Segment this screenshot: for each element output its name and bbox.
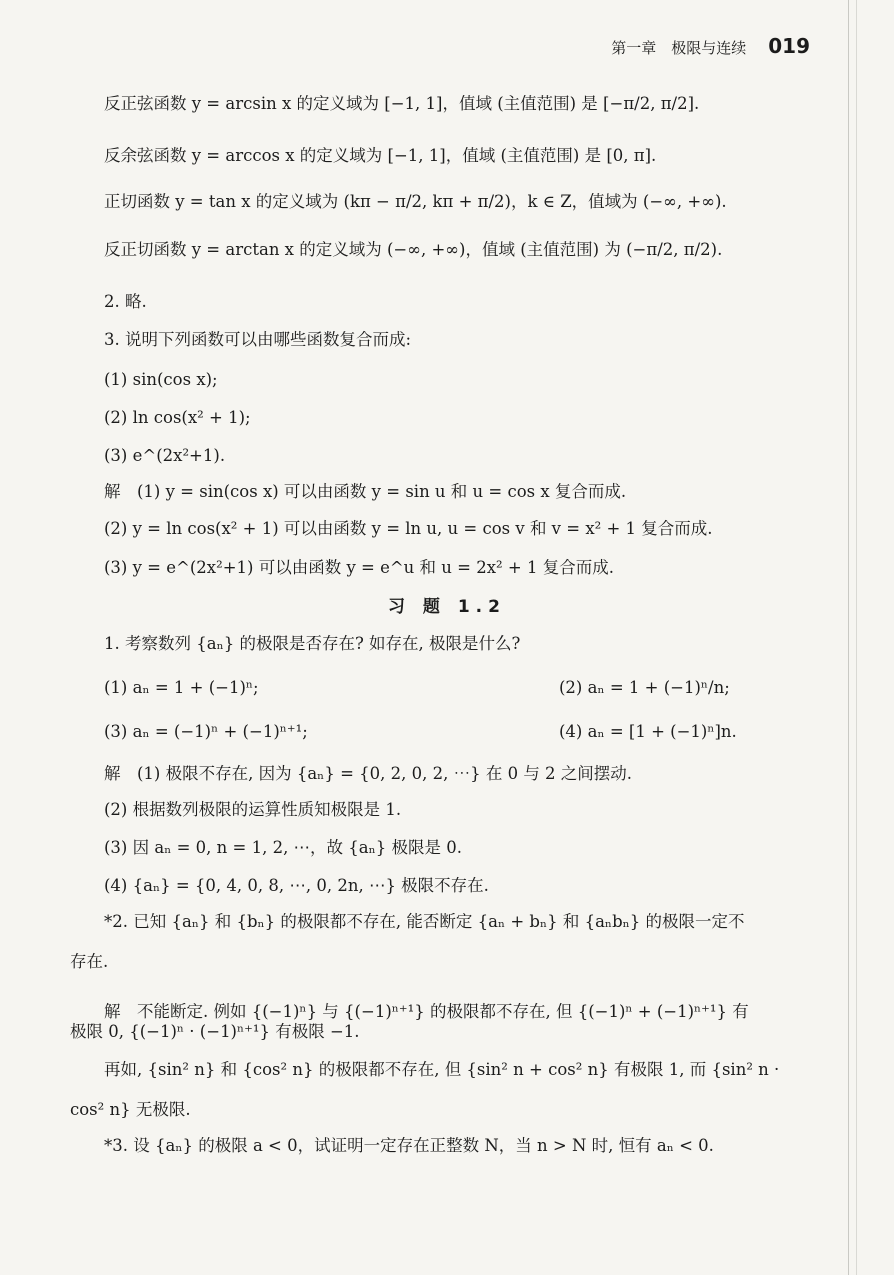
text-line-arcsin: 反正弦函数 y = arcsin x 的定义域为 [−1, 1]，值域 (主值范围) 是 [−π/2, π/2]. (104, 94, 700, 113)
text-line-ex2-sol2: 再如, {sin² n} 和 {cos² n} 的极限都不存在, 但 {sin² n + cos² n} 有极限 1, 而 {sin² n · (104, 1060, 780, 1079)
ex1-part-3: (3) aₙ = (−1)ⁿ + (−1)ⁿ⁺¹; (104, 722, 308, 741)
text-line-ex1-sol3: (3) 因 aₙ = 0, n = 1, 2, ⋯，故 {aₙ} 极限是 0. (104, 838, 463, 857)
text-line-ex1: 1. 考察数列 {aₙ} 的极限是否存在? 如存在, 极限是什么? (104, 634, 521, 653)
ex1-part-1: (1) aₙ = 1 + (−1)ⁿ; (104, 678, 259, 697)
text-line-solution-2: (2) y = ln cos(x² + 1) 可以由函数 y = ln u, u = cos v 和 v = x² + 1 复合而成. (104, 519, 713, 538)
text-line-ex1-sol4: (4) {aₙ} = {0, 4, 0, 8, ⋯, 0, 2n, ⋯} 极限不存在. (104, 876, 489, 895)
text-line-solution-1: 解 (1) y = sin(cos x) 可以由函数 y = sin u 和 u = cos x 复合而成. (104, 482, 627, 501)
ex1-part-2: (2) aₙ = 1 + (−1)ⁿ/n; (559, 678, 730, 697)
text-line-item-2: 2. 略. (104, 292, 147, 311)
text-line-solution-3: (3) y = e^(2x²+1) 可以由函数 y = e^u 和 u = 2x² + 1 复合而成. (104, 558, 614, 577)
page-number: 019 (768, 34, 810, 58)
text-line-ex1-row1 (104, 676, 824, 700)
text-line-arctan: 反正切函数 y = arctan x 的定义域为 (−∞, +∞)，值域 (主值范围) 为 (−π/2, π/2). (104, 240, 723, 259)
text-line-ex2-sol: 解 不能断定. 例如 {(−1)ⁿ} 与 {(−1)ⁿ⁺¹} 的极限都不存在, 但 {(−1)ⁿ + (−1)ⁿ⁺¹} 有 (104, 1002, 749, 1021)
page-header (560, 34, 810, 60)
binding-edge-line-2 (856, 0, 857, 1275)
text-line-ex2-sol-cont: 极限 0, {(−1)ⁿ · (−1)ⁿ⁺¹} 有极限 −1. (70, 1022, 360, 1041)
text-line-ex1-sol2: (2) 根据数列极限的运算性质知极限是 1. (104, 800, 402, 819)
text-line-ex2-cont: 存在. (70, 952, 109, 971)
text-line-item-3: 3. 说明下列函数可以由哪些函数复合而成: (104, 330, 412, 349)
text-line-ex2-sol2-cont: cos² n} 无极限. (70, 1100, 191, 1119)
text-line-sub-3: (3) e^(2x²+1). (104, 446, 226, 465)
text-line-arccos: 反余弦函数 y = arccos x 的定义域为 [−1, 1]，值域 (主值范围) 是 [0, π]. (104, 146, 657, 165)
text-line-ex2: *2. 已知 {aₙ} 和 {bₙ} 的极限都不存在, 能否断定 {aₙ + bₙ} 和 {aₙbₙ} 的极限一定不 (104, 912, 745, 931)
section-heading: 习 题 1.2 (388, 597, 506, 617)
text-line-sub-2: (2) ln cos(x² + 1); (104, 408, 251, 427)
ex1-part-4: (4) aₙ = [1 + (−1)ⁿ]n. (559, 722, 737, 741)
text-line-tan: 正切函数 y = tan x 的定义域为 (kπ − π/2, kπ + π/2)，k ∈ Z，值域为 (−∞, +∞). (104, 192, 727, 211)
text-line-ex3: *3. 设 {aₙ} 的极限 a < 0，试证明一定存在正整数 N，当 n > N 时, 恒有 aₙ < 0. (104, 1136, 714, 1155)
text-line-ex1-sol1: 解 (1) 极限不存在, 因为 {aₙ} = {0, 2, 0, 2, ⋯} 在 0 与 2 之间摆动. (104, 764, 633, 783)
text-line-ex1-row2 (104, 720, 824, 744)
chapter-title: 第一章 极限与连续 (611, 39, 747, 57)
binding-edge-line (848, 0, 849, 1275)
text-line-sub-1: (1) sin(cos x); (104, 370, 218, 389)
